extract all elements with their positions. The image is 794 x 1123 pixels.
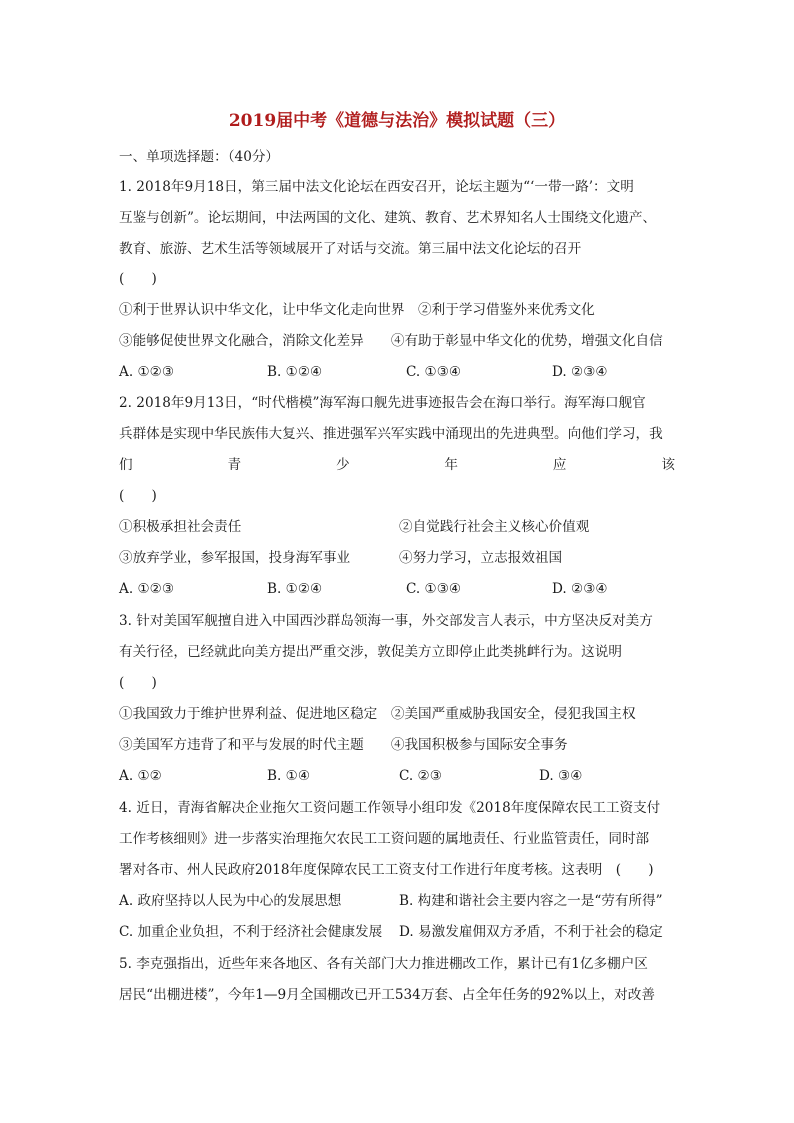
q2-word: 年 (444, 457, 458, 473)
q2-statement-1: ①积极承担社会责任 (119, 519, 242, 535)
q3-option-b: B. ①④ (267, 768, 311, 784)
q2-word: 们 (119, 457, 133, 473)
q3-line-1: 3. 针对美国军舰擅自进入中国西沙群岛领海一事，外交部发言人表示，中方坚决反对美方 (119, 613, 653, 629)
q3-line-2: 有关行径，已经就此向美方提出严重交涉，敦促美方立即停止此类挑衅行为。这说明 (119, 644, 622, 660)
q2-statement-3: ③放弃学业，参军报国，投身海军事业 (119, 550, 351, 566)
q2-word: 青 (227, 457, 242, 473)
q4-line-2: 工作考核细则》进一步落实治理拖欠农民工工资问题的属地责任、行业监管责任，同时部 (119, 831, 650, 847)
q2-word: 少 (335, 457, 350, 473)
q2-option-c: C. ①③④ (406, 581, 462, 597)
q3-option-d: D. ③④ (539, 768, 583, 784)
q3-option-a: A. ①② (119, 768, 162, 784)
q1-option-a: A. ①②③ (119, 364, 175, 380)
q2-word: 应 (552, 457, 567, 473)
q2-line-1: 2. 2018年9月13日，“时代楷模”海军海口舰先进事迹报告会在海口举行。海军海口舰官 (119, 395, 646, 411)
q1-line-2: 互鉴与创新”。论坛期间，中法两国的文化、建筑、教育、艺术界知名人士围绕文化遗产、 (119, 210, 657, 226)
q4-option-c: C. 加重企业负担，不利于经济社会健康发展 (119, 924, 383, 940)
q2-word: 该 (661, 457, 675, 473)
q4-line-1: 4. 近日，青海省解决企业拖欠工资问题工作领导小组印发《2018年度保障农民工工资支付 (119, 800, 661, 816)
q2-answer-paren: ( ) (119, 488, 157, 504)
q4-line-3: 署对各市、州人民政府2018年度保障农民工工资支付工作进行年度考核。这表明 ( ) (119, 862, 654, 878)
q3-option-c: C. ②③ (399, 768, 442, 784)
q1-option-c: C. ①③④ (406, 364, 462, 380)
q4-option-d: D. 易激发雇佣双方矛盾，不利于社会的稳定 (399, 924, 663, 940)
q2-line-3 (119, 456, 675, 474)
q1-line-3: 教育、旅游、艺术生活等领域展开了对话与交流。第三届中法文化论坛的召开 (119, 241, 582, 257)
q1-statement-1: ①利于世界认识中华文化，让中华文化走向世界 ②利于学习借鉴外来优秀文化 (119, 302, 595, 318)
q2-statement-4: ④努力学习，立志报效祖国 (399, 550, 563, 566)
q4-option-b: B. 构建和谐社会主要内容之一是“劳有所得” (399, 893, 663, 909)
q3-statement-1: ①我国致力于维护世界利益、促进地区稳定 ②美国严重威胁我国安全，侵犯我国主权 (119, 706, 636, 722)
q1-statement-2: ③能够促使世界文化融合，消除文化差异 ④有助于彰显中华文化的优势，增强文化自信 (119, 333, 663, 349)
section-heading: 一、单项选择题：（40分） (119, 149, 280, 165)
q2-line-2: 兵群体是实现中华民族伟大复兴、推进强军兴军实践中涌现出的先进典型。向他们学习，我 (119, 426, 663, 442)
q1-answer-paren: ( ) (119, 271, 157, 287)
q1-line-1: 1. 2018年9月18日，第三届中法文化论坛在西安召开，论坛主题为“‘一带一路’：文明 (119, 179, 634, 195)
q1-option-d: D. ②③④ (552, 364, 608, 380)
q4-option-a: A. 政府坚持以人民为中心的发展思想 (119, 893, 342, 909)
q2-statement-2: ②自觉践行社会主义核心价值观 (399, 519, 590, 535)
q1-option-b: B. ①②④ (267, 364, 323, 380)
q2-option-b: B. ①②④ (267, 581, 323, 597)
q5-line-2: 居民“出棚进楼”，今年1—9月全国棚改已开工534万套、占全年任务的92%以上，对改善 (119, 987, 655, 1003)
page-title: 2019届中考《道德与法治》模拟试题（三） (228, 111, 566, 131)
q5-line-1: 5. 李克强指出，近些年来各地区、各有关部门大力推进棚改工作，累计已有1亿多棚户区 (119, 956, 648, 972)
q2-option-d: D. ②③④ (552, 581, 608, 597)
q3-answer-paren: ( ) (119, 675, 157, 691)
q3-statement-2: ③美国军方违背了和平与发展的时代主题 ④我国积极参与国际安全事务 (119, 737, 568, 753)
q2-option-a: A. ①②③ (119, 581, 175, 597)
